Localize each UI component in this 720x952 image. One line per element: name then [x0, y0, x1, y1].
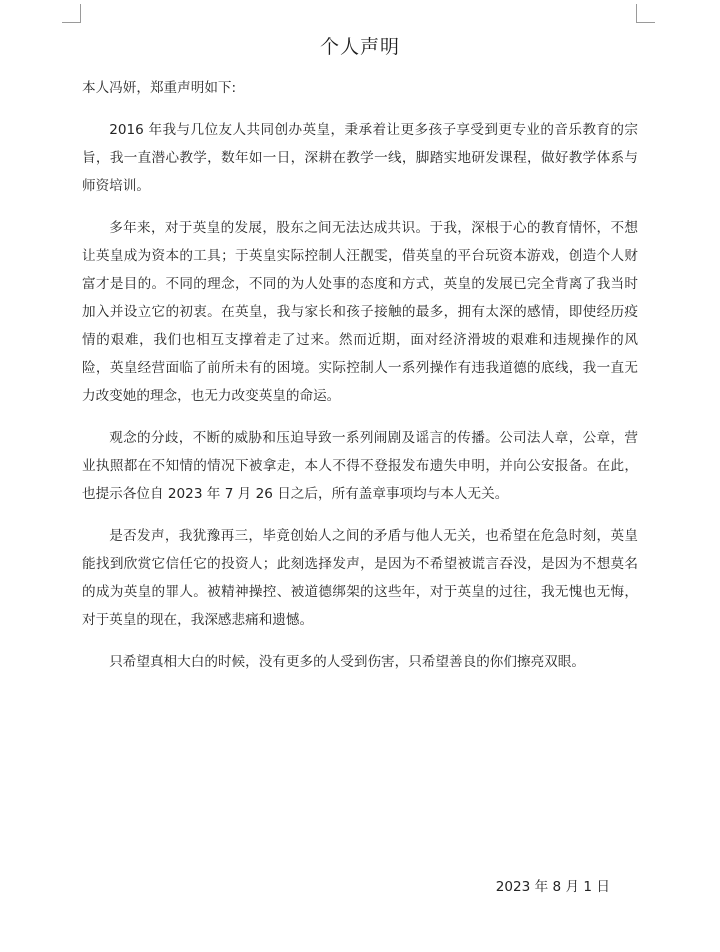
paragraph-founding: 2016 年我与几位友人共同创办英皇，秉承着让更多孩子享受到更专业的音乐教育的宗旨，我一直潜心教学，数年如一日，深耕在教学一线，脚踏实地研发课程，做好教学体系与师资培训。	[82, 122, 638, 194]
paragraph-disagreement: 多年来，对于英皇的发展，股东之间无法达成共识。于我，深根于心的教育情怀，不想让英皇成为资本的工具；于英皇实际控制人汪靓雯，借英皇的平台玩资本游戏，创造个人财富才是目的。不同的理念，不同的为人处事的态度和方式，英皇的发展已完全背离了我当时加入并设立它的初衷。在英皇，我与家长和孩子接触的最多，拥有太深的感情，即使经历疫情的艰难，我们也相互支撑着走了过来。然而近期，面对经济滑坡的艰难和违规操作的风险，英皇经营面临了前所未有的困境。实际控制人一系列操作有违我道德的底线，我一直无力改变她的理念，也无力改变英皇的命运。	[82, 220, 638, 404]
document-body	[82, 74, 638, 690]
paragraph-reason: 是否发声，我犹豫再三，毕竟创始人之间的矛盾与他人无关，也希望在危急时刻，英皇能找到欣赏它信任它的投资人；此刻选择发声，是因为不希望被谎言吞没，是因为不想莫名的成为英皇的罪人。被精神操控、被道德绑架的这些年，对于英皇的过往，我无愧也无悔，对于英皇的现在，我深感悲痛和遗憾。	[82, 528, 638, 628]
page-corner-mark-right	[636, 4, 655, 23]
document-title: 个人声明	[319, 36, 400, 58]
paragraph-closing: 只希望真相大白的时候，没有更多的人受到伤害，只希望善良的你们擦亮双眼。	[109, 654, 585, 670]
page-corner-mark-left	[62, 4, 81, 23]
statement-intro: 本人冯妍，郑重声明如下:	[82, 80, 237, 96]
paragraph-seals: 观念的分歧，不断的威胁和压迫导致一系列闹剧及谣言的传播。公司法人章，公章，营业执照都在不知情的情况下被拿走，本人不得不登报发布遗失申明，并向公安报备。在此，也提示各位自 2023 年 7 月 26 日之后，所有盖章事项均与本人无关。	[82, 430, 638, 502]
statement-date: 2023 年 8 月 1 日	[495, 879, 610, 895]
